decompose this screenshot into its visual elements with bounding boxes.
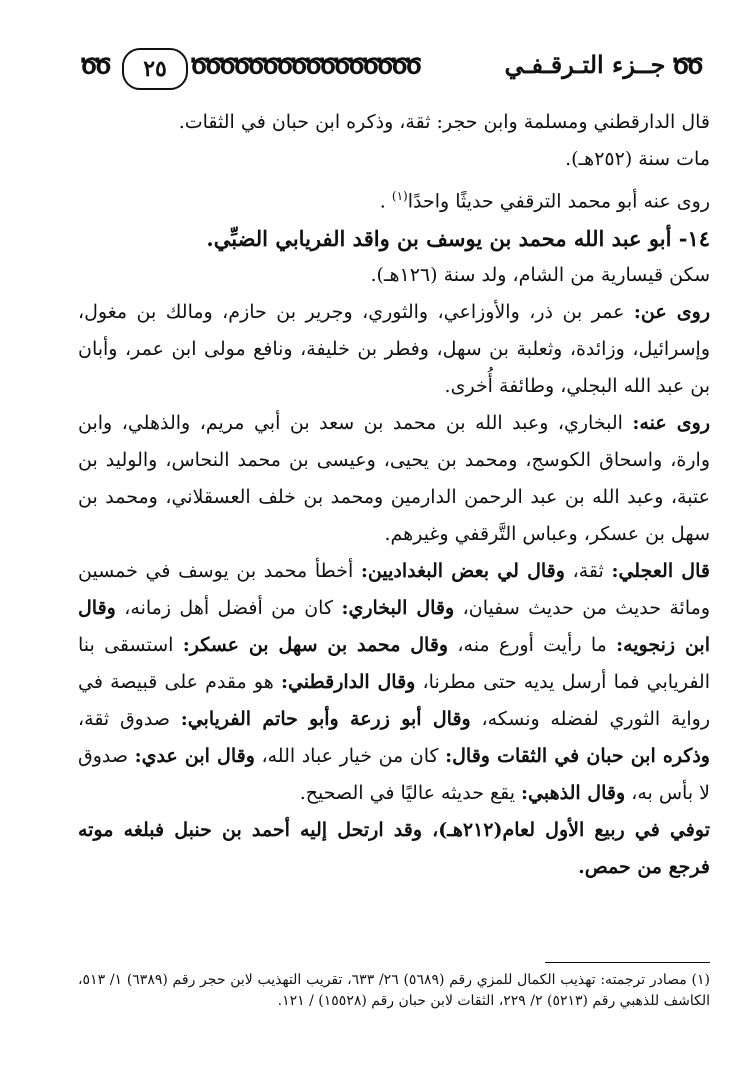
narrated-from xyxy=(78,294,710,405)
narrated-by-text: البخاري، وعبد الله بن محمد بن سعد بن أبي مريم، والذهلي، وابن وارة، واسحاق الكوسج، ومحمد بن يحيى، وعيسى بن محمد النحاس، والوليد بن عتبة، وعبد الله بن عبد الرحمن الدارمين ومحمد بن خلف العسقلاني، ومحمد بن سهل بن عسكر، وعباس التَّرقفي وغيرهم. xyxy=(78,412,710,546)
footnote-divider xyxy=(545,962,710,963)
death-paragraph: توفي في ربيع الأول لعام(٢١٢هـ)، وقد ارتحل إليه أحمد بن حنبل فبلغه موته فرجع من حمص. xyxy=(78,819,710,879)
paragraph-5: سكن قيسارية من الشام، ولد سنة (١٢٦هـ). xyxy=(370,264,710,287)
critics-paragraph xyxy=(78,553,710,812)
narrated-from-label: روى عن: xyxy=(633,301,710,324)
main-text xyxy=(78,104,710,886)
quote-label: قال العجلي: xyxy=(611,560,710,583)
quote-text: ثقة، xyxy=(564,560,612,583)
paragraph-3 xyxy=(78,178,710,220)
page-header xyxy=(60,42,710,92)
paragraph-1: قال الدارقطني ومسلمة وابن حجر: ثقة، وذكره ابن حبان في الثقات. xyxy=(178,111,710,133)
page-number: ٢٥ xyxy=(122,48,188,90)
quote-text: يقع حديثه عاليًا في الصحيح. xyxy=(299,782,522,805)
quote-label: وقال ابن عدي: xyxy=(134,745,255,768)
quote-label: وقال الدارقطني: xyxy=(280,671,416,694)
quote-label: وقال ابن زنجويه: xyxy=(78,597,710,657)
paragraph-2: مات سنة (٢٥٢هـ). xyxy=(565,148,710,170)
paragraph-3-end: . xyxy=(379,190,392,213)
quote-label: وقال لي بعض البغداديين: xyxy=(360,560,565,583)
narrated-by-label: روى عنه: xyxy=(632,412,710,435)
quote-text: استسقى بنا الفريابي فما أرسل يديه حتى مطرنا، xyxy=(78,634,711,694)
quote-text: صدوق ثقة، xyxy=(78,708,181,731)
quote-text: ما رأيت أورع منه، xyxy=(448,634,617,657)
quote-text: كان من أفضل أهل زمانه، xyxy=(115,597,342,620)
running-title: جــزء التـرقـفـي xyxy=(504,50,666,79)
quote-label: وقال أبو زرعة وأبو حاتم الفريابي: xyxy=(180,708,471,731)
quote-label: وقال الذهبي: xyxy=(521,782,626,805)
footnote-ref[interactable]: (١) xyxy=(391,189,408,203)
quote-label: وذكره ابن حبان في الثقات وقال: xyxy=(445,745,710,768)
quote-text: أخطأ محمد بن يوسف في خمسين ومائة حديث من حديث سفيان، xyxy=(78,560,710,620)
quote-text: صدوق لا بأس به، xyxy=(78,745,710,805)
narrated-by xyxy=(78,405,710,553)
ornament-right: ԾԾ xyxy=(672,54,701,80)
entry-heading: ١٤- أبو عبد الله محمد بن يوسف بن واقد الفريابي الضبِّي. xyxy=(206,226,710,252)
quote-text: كان من خيار عباد الله، xyxy=(254,745,446,768)
ornament-left: ԾԾ xyxy=(80,54,109,80)
ornament-middle: ԾԾԾԾԾԾԾԾԾԾԾԾԾԾԾԾ xyxy=(190,54,420,80)
quote-label: وقال البخاري: xyxy=(341,597,455,620)
footnote: (١) مصادر ترجمته: تهذيب الكمال للمزي رقم (٥٦٨٩) ٢٦/ ٦٣٣، تقريب التهذيب لابن حجر رقم (٦٣٨٩) ١/ ٥١٣، الكاشف للذهبي رقم (٥٢١٣) ٢/ ٢٢٩، الثقات لابن حبان رقم (١٥٥٢٨) / ١٢١. xyxy=(78,972,710,1009)
quote-text: هو مقدم على قبيصة في رواية الثوري لفضله ونسكه، xyxy=(78,671,710,731)
paragraph-3-text: روى عنه أبو محمد الترقفي حديثًا واحدًا xyxy=(407,190,710,213)
quote-label: وقال محمد بن سهل بن عسكر: xyxy=(182,634,449,657)
narrated-from-text: عمر بن ذر، والأوزاعي، والثوري، وجرير بن حازم، ومالك بن مغول، وإسرائيل، وزائدة، وثعلبة بن سهل، وفطر بن خليفة، ونافع مولى ابن عمر، وأبان بن عبد الله البجلي، وطائفة أُخرى. xyxy=(78,301,710,398)
